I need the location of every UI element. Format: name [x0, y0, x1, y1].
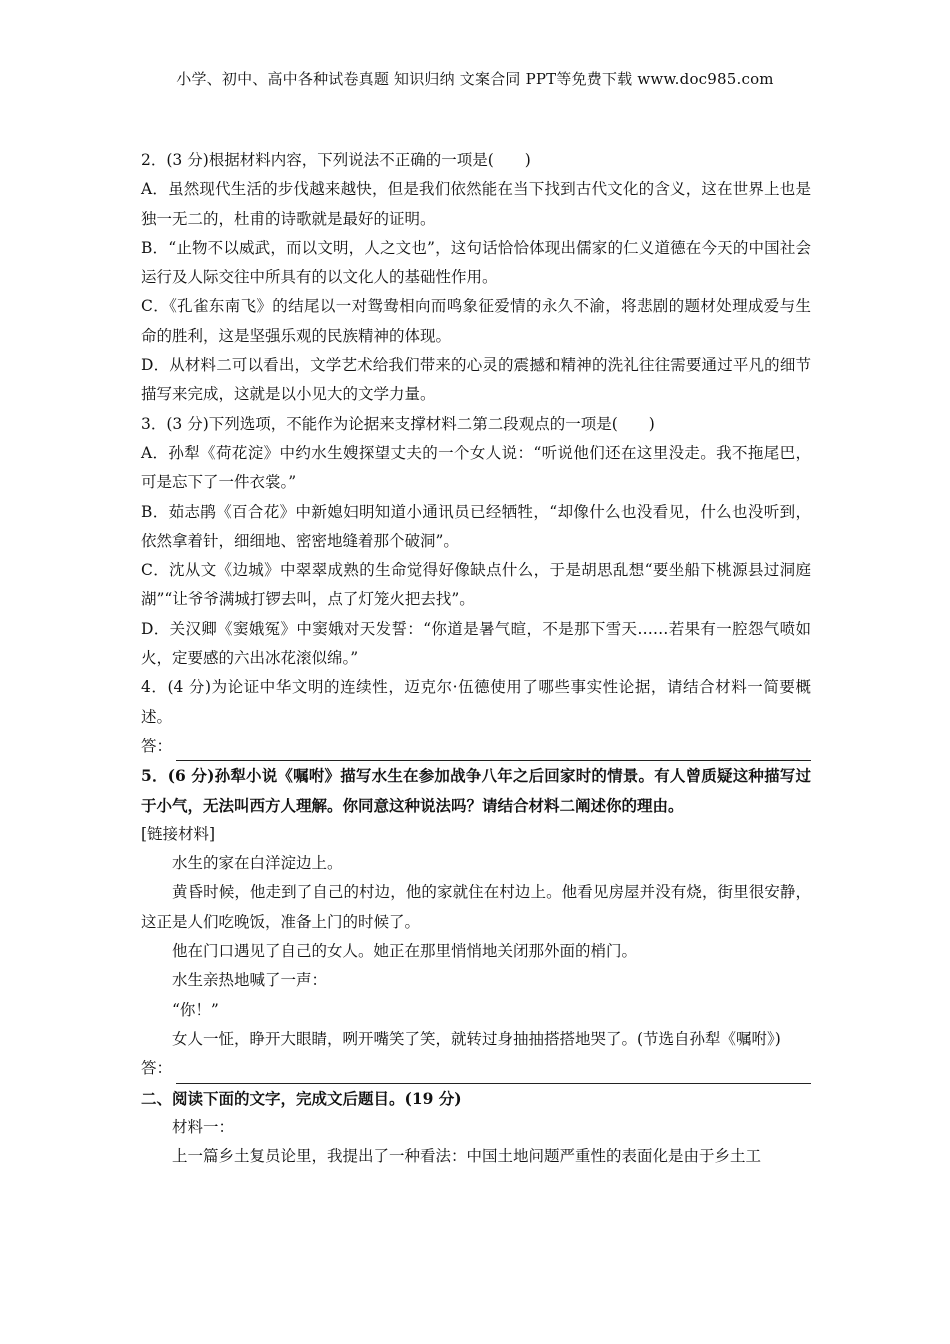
material-paragraph: 上一篇乡土复员论里，我提出了一种看法：中国土地问题严重性的表面化是由于乡土工 — [172, 1147, 762, 1166]
link-paragraph: 水生亲热地喊了一声： — [172, 971, 328, 990]
option-d: D．从材料二可以看出，文学艺术给我们带来的心灵的震撼和精神的洗礼往往需要通过平凡的细节描写来完成，这就是以小见大的文学力量。 — [141, 356, 811, 404]
link-material-title: [链接材料] — [141, 824, 216, 843]
answer-line — [176, 740, 811, 761]
section-2 — [141, 1084, 811, 1172]
option-d: D．关汉卿《窦娥冤》中窦娥对天发誓：“你道是暑气暄，不是那下雪天……若果有一腔怨气喷如火，定要感的六出冰花滚似绵。” — [141, 619, 811, 668]
option-a: A．孙犁《荷花淀》中约水生嫂探望丈夫的一个女人说：“听说他们还在这里没走。我不拖尾巴，可是忘下了一件衣裳。” — [141, 443, 811, 492]
option-b: B．“止物不以威武，而以文明，人之文也”，这句话恰恰体现出儒家的仁义道德在今天的中国社会运行及人际交往中所具有的以文化人的基础性作用。 — [141, 238, 811, 287]
section-title: 二、阅读下面的文字，完成文后题目。(19 分) — [141, 1088, 462, 1108]
option-a: A．虽然现代生活的步伐越来越快，但是我们依然能在当下找到古代文化的含义，这在世界上也是独一无二的，杜甫的诗歌就是最好的证明。 — [141, 180, 811, 228]
answer-field[interactable] — [141, 732, 811, 761]
answer-field[interactable] — [141, 1054, 811, 1083]
link-paragraph: 黄昏时候，他走到了自己的村边，他的家就住在村边上。他看见房屋并没有烧，街里很安静，这正是人们吃晚饭，准备上门的时候了。 — [141, 883, 811, 931]
question-3 — [141, 410, 811, 674]
question-4 — [141, 673, 811, 761]
question-stem: 3．(3 分)下列选项，不能作为论据来支撑材料二第二段观点的一项是( ) — [141, 414, 655, 433]
option-c: C．沈从文《边城》中翠翠成熟的生命觉得好像缺点什么，于是胡思乱想“要坐船下桃源县过洞庭湖”“让爷爷满城打锣去叫，点了灯笼火把去找”。 — [141, 561, 811, 609]
question-stem: 5．(6 分)孙犁小说《嘱咐》描写水生在参加战争八年之后回家时的情景。有人曾质疑这种描写过于小气，无法叫西方人理解。你同意这种说法吗？请结合材料二阐述你的理由。 — [141, 766, 811, 815]
page-header: 小学、初中、高中各种试卷真题 知识归纳 文案合同 PPT等免费下载 www.doc985.com — [176, 70, 774, 88]
link-paragraph: 女人一怔，睁开大眼睛，咧开嘴笑了笑，就转过身抽抽搭搭地哭了。(节选自孙犁《嘱咐》) — [172, 1029, 781, 1048]
material-label: 材料一： — [172, 1117, 235, 1136]
link-paragraph: 他在门口遇见了自己的女人。她正在那里悄悄地关闭那外面的梢门。 — [172, 942, 638, 961]
question-2 — [141, 146, 811, 410]
link-paragraph: “你！” — [172, 1000, 219, 1019]
option-b: B．茹志鹃《百合花》中新媳妇明知道小通讯员已经牺牲，“却像什么也没看见，什么也没听到，依然拿着针，细细地、密密地缝着那个破洞”。 — [141, 502, 811, 550]
link-paragraph: 水生的家在白洋淀边上。 — [172, 854, 343, 873]
document-body — [141, 146, 811, 1171]
question-stem: 2．(3 分)根据材料内容，下列说法不正确的一项是( ) — [141, 151, 531, 169]
question-stem: 4．(4 分)为论证中华文明的连续性，迈克尔·伍德使用了哪些事实性论据，请结合材料一简要概述。 — [141, 678, 811, 726]
answer-label: 答： — [141, 736, 173, 755]
question-5 — [141, 761, 811, 1083]
answer-line — [176, 1063, 811, 1084]
answer-label: 答： — [141, 1059, 173, 1078]
option-c: C．《孔雀东南飞》的结尾以一对鸳鸯相向而鸣象征爱情的永久不渝，将悲剧的题材处理成爱与生命的胜利，这是坚强乐观的民族精神的体现。 — [141, 297, 811, 345]
